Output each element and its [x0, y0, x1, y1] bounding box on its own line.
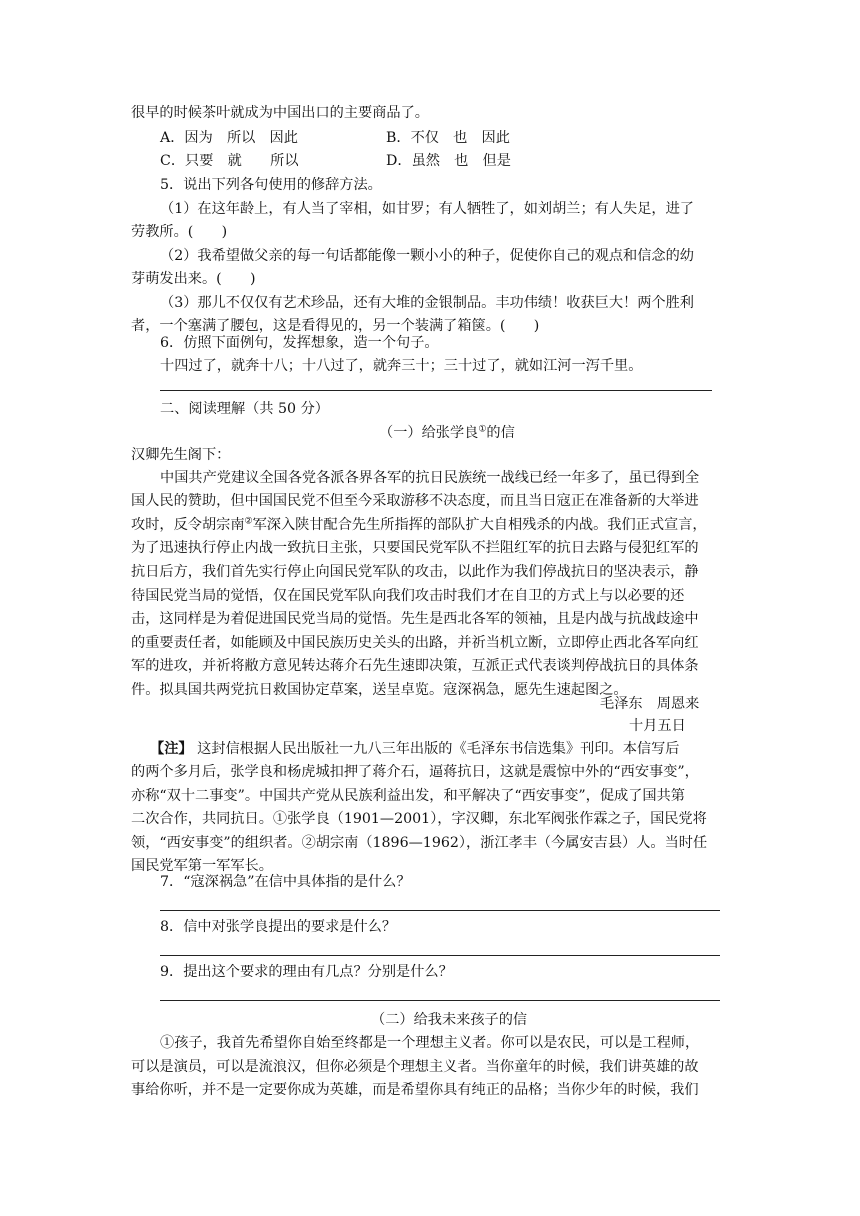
q9-answer-line	[160, 1000, 720, 1001]
footnote-ref-2: ②	[244, 516, 253, 527]
q4-option-d: D．虽然 也 但是	[386, 153, 511, 169]
letter1-body-line: 的重要责任者，如能顾及中国民族历史关头的出路，并祈当机立断，立即停止西北各军向红	[131, 635, 699, 651]
q7-answer-line	[160, 910, 720, 911]
q9-prompt: 9．提出这个要求的理由有几点？分别是什么？	[160, 964, 453, 980]
q4-option-a: A．因为 所以 因此	[160, 130, 298, 146]
letter1-body-line: 军的进攻，并祈将敝方意见转达蒋介石先生速即决策，互派正式代表谈判停战抗日的具体条	[131, 658, 699, 674]
q7-prompt: 7．“寇深祸急”在信中具体指的是什么？	[160, 874, 411, 890]
letter2-body-line: 可以是演员，可以是流浪汉，但你必须是个理想主义者。当你童年的时候，我们讲英雄的故	[131, 1059, 699, 1075]
q5-item3-line2: 者，一个塞满了腰包，这是看得见的，另一个装满了箱箧。( )	[131, 318, 540, 334]
q5-item3-line1: （3）那儿不仅仅有艺术珍品，还有大堆的金银制品。丰功伟绩！收获巨大！两个胜利	[160, 295, 694, 311]
q5-item1-line2: 劳教所。( )	[131, 224, 228, 240]
q8-prompt: 8．信中对张学良提出的要求是什么？	[160, 919, 397, 935]
letter1-body-line: 击，这同样是为着促进国民党当局的觉悟。先生是西北各军的领袖，且是内战与抗战歧途中	[131, 611, 699, 627]
q6-answer-line	[160, 390, 712, 391]
letter1-title: （一）给张学良①的信	[379, 424, 515, 441]
note-label: 【注】	[150, 741, 193, 757]
note-line: 国民党军第一军军长。	[131, 858, 273, 874]
letter1-body-line: 件。拟具国共两党抗日救国协定草案，送呈卓览。寇深祸急，愿先生速起图之。	[131, 682, 628, 698]
letter1-body-line: 攻时，反令胡宗南②军深入陕甘配合先生所指挥的部队扩大自相残杀的内战。我们正式宣言，	[131, 516, 707, 533]
q4-option-b: B．不仅 也 因此	[386, 130, 510, 146]
footnote-ref-1: ①	[478, 424, 487, 435]
q5-item2-line1: （2）我希望做父亲的每一句话都能像一颗小小的种子，促使你自己的观点和信念的幼	[160, 248, 694, 264]
letter2-body-line: ①孩子，我首先希望你自始至终都是一个理想主义者。你可以是农民，可以是工程师，	[160, 1035, 700, 1051]
section2-heading: 二、阅读理解（共 50 分）	[160, 401, 329, 417]
letter1-body-line: 待国民党当局的觉悟，仅在国民党军队向我们攻击时我们才在自卫的方式上与以必要的还	[131, 588, 685, 604]
q5-item1-line1: （1）在这年龄上，有人当了宰相，如甘罗；有人牺牲了，如刘胡兰；有人失足，进了	[160, 201, 694, 217]
letter1-signature: 毛泽东 周恩来	[600, 696, 700, 712]
letter1-body-line: 抗日后方，我们首先实行停止向国民党军队的攻击，以此作为我们停战抗日的坚决表示，静	[131, 564, 699, 580]
note-line: 的两个多月后，张学良和杨虎城扣押了蒋介石，逼蒋抗日，这就是震惊中外的“西安事变”，	[131, 764, 699, 780]
letter1-body-line: 国人民的赞助，但中国国民党不但至今采取游移不决态度，而且当日寇正在准备新的大举进	[131, 493, 699, 509]
q4-option-c: C．只要 就 所以	[160, 153, 299, 169]
letter2-body-line: 事给你听，并不是一定要你成为英雄，而是希望你具有纯正的品格；当你少年的时候，我们	[131, 1082, 699, 1098]
letter1-body-line: 中国共产党建议全国各党各派各界各军的抗日民族统一战线已经一年多了，虽已得到全	[160, 470, 700, 486]
letter1-salutation: 汉卿先生阁下：	[131, 447, 231, 463]
q5-item2-line2: 芽萌发出来。( )	[131, 271, 256, 287]
letter1-date: 十月五日	[629, 718, 686, 734]
note-line: 二次合作，共同抗日。①张学良（1901—2001），字汉卿，东北军阀张作霖之子，国民党将	[131, 811, 707, 827]
note-line: 亦称“双十二事变”。中国共产党从民族利益出发，和平解决了“西安事变”，促成了国共第	[131, 788, 685, 804]
note-line: 领，“西安事变”的组织者。②胡宗南（1896—1962），浙江孝丰（今属安吉县）人。当时任	[131, 835, 708, 851]
q6-example: 十四过了，就奔十八；十八过了，就奔三十；三十过了，就如江河一泻千里。	[160, 358, 643, 374]
note-line: 【注】 这封信根据人民出版社一九八三年出版的《毛泽东书信选集》刊印。本信写后	[150, 741, 680, 757]
letter1-body-line: 为了迅速执行停止内战一致抗日主张，只要国民党军队不拦阻红军的抗日去路与侵犯红军的	[131, 540, 699, 556]
q6-prompt: 6．仿照下面例句，发挥想象，造一个句子。	[160, 335, 439, 351]
q8-answer-line	[160, 955, 720, 956]
letter2-title: （二）给我未来孩子的信	[371, 1012, 528, 1028]
q5-prompt: 5．说出下列各句使用的修辞方法。	[160, 177, 382, 193]
q4-tail-text: 很早的时候茶叶就成为中国出口的主要商品了。	[131, 105, 429, 121]
